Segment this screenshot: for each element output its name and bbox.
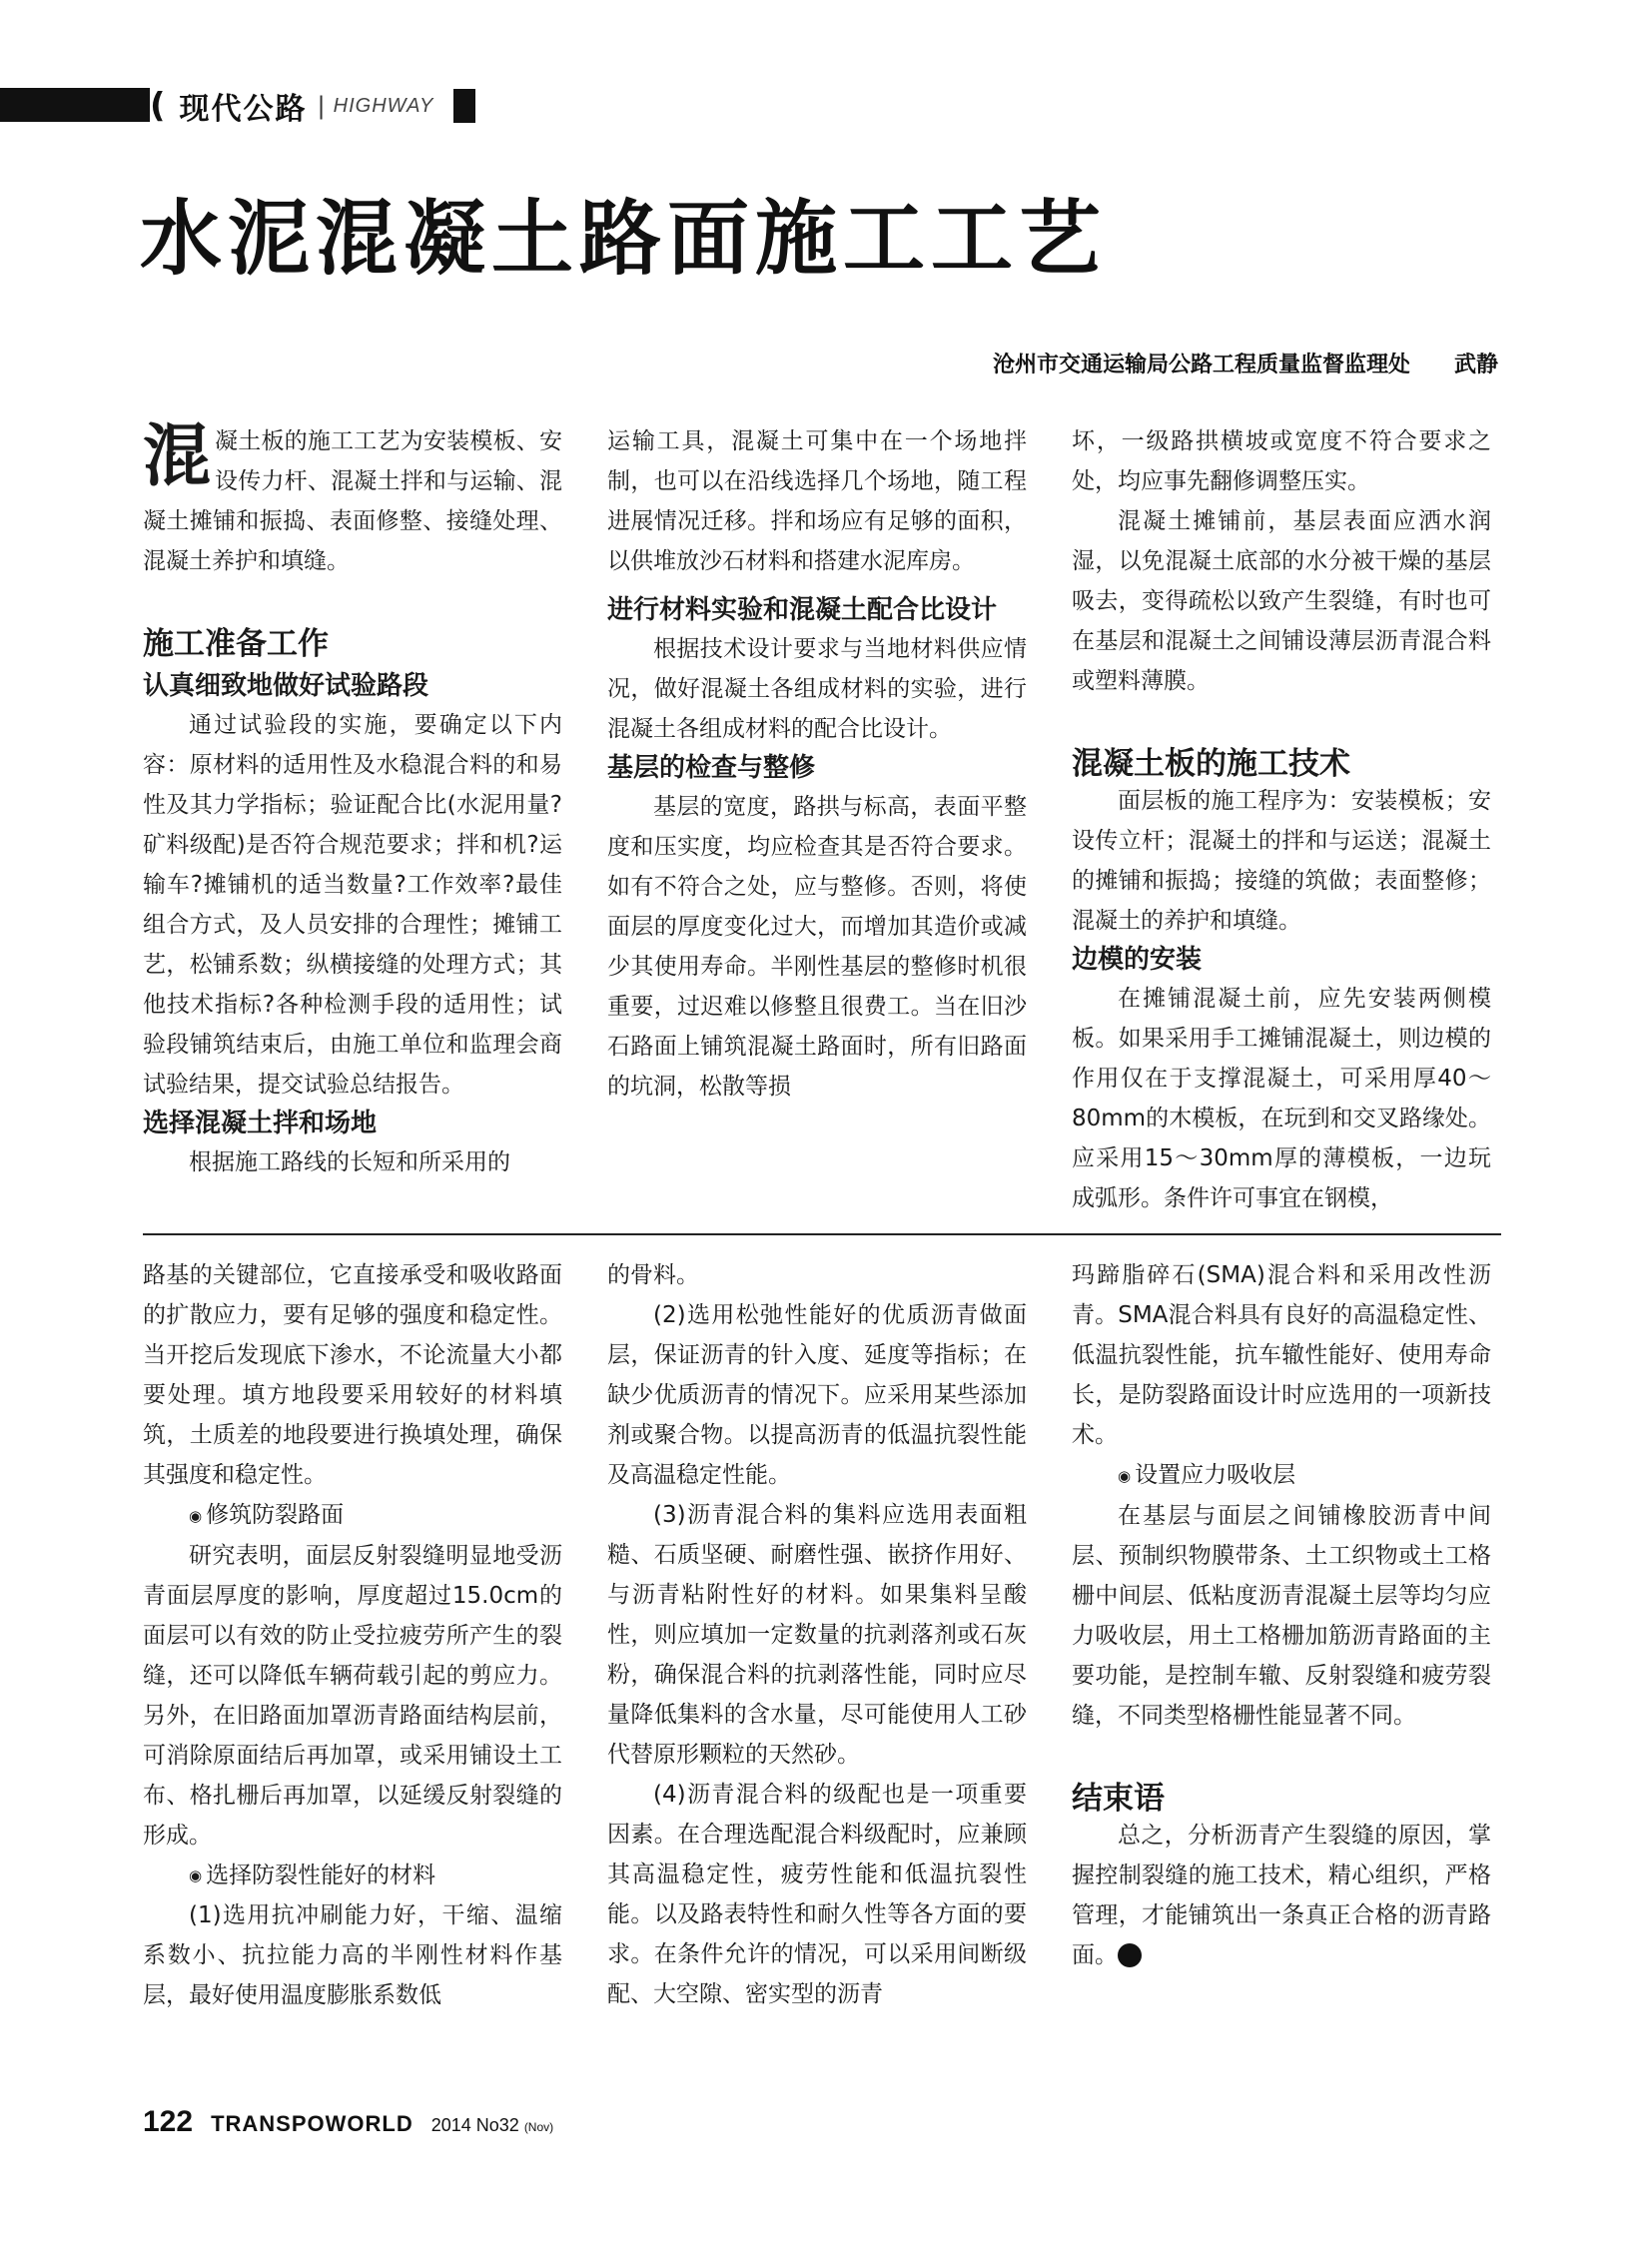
byline — [993, 348, 1498, 378]
paragraph-item-4: (4)沥青混合料的级配也是一项重要因素。在合理选配混合料级配时，应兼顾其高温稳定性，疲劳性能和低温抗裂性能。以及路表特性和耐久性等各方面的要求。在条件允许的情况，可以采用间断级配、大空隙、密实型的沥青 — [607, 1782, 1027, 2007]
paragraph-conclusion — [1072, 1816, 1491, 1975]
bullet-crack-resistant-material: ◉ 选择防裂性能好的材料 — [143, 1856, 562, 1896]
journal-name-en: HIGHWAY — [333, 94, 434, 117]
bottom-column-3 — [1072, 1255, 1491, 1975]
paragraph-site: 根据施工路线的长短和所采用的 — [189, 1149, 510, 1175]
conclusion-text: 总之，分析沥青产生裂缝的原因，掌握控制裂缝的施工技术，精心组织，严格管理，才能铺筑出一条真正合格的沥青路面。 — [1072, 1822, 1491, 1968]
paragraph-item-3: (3)沥青混合料的集料应选用表面粗糙、石质坚硬、耐磨性强、嵌挤作用好、与沥青粘附性好的材料。如果集料呈酸性，则应填加一定数量的抗剥落剂或石灰粉，确保混合料的抗剥落性能，同时应尽量降低集料的含水量，尽可能使用人工砂代替原形颗粒的天然砂。 — [607, 1502, 1027, 1768]
top-column-3 — [1072, 421, 1491, 1218]
author-affiliation: 沧州市交通运输局公路工程质量监督监理处 — [992, 353, 1410, 377]
header-bracket-icon: ( — [150, 86, 166, 126]
top-column-2 — [607, 421, 1027, 1107]
header-black-bar — [0, 88, 150, 122]
author-name: 武静 — [1453, 353, 1498, 377]
header-end-block — [453, 89, 475, 123]
paragraph-study: 研究表明，面层反射裂缝明显地受沥青面层厚度的影响，厚度超过15.0cm的面层可以有效的防止受拉疲劳所产生的裂缝，还可以降低车辆荷载引起的剪应力。另外，在旧路面加罩沥青路面结构层前，可消除原面结后再加罩，或采用铺设土工布、格扎栅后再加罩，以延缓反射裂缝的形成。 — [143, 1542, 562, 1849]
drop-cap: 混 — [143, 417, 212, 496]
paragraph-item-2: (2)选用松弛性能好的优质沥青做面层，保证沥青的针入度、延度等指标；在缺少优质沥青的情况下。应采用某些添加剂或聚合物。以提高沥青的低温抗裂性能及高温稳定性能。 — [607, 1302, 1027, 1488]
bullet-stress-layer: ◉ 设置应力吸收层 — [1072, 1455, 1491, 1496]
page-footer — [143, 2105, 553, 2139]
journal-header — [150, 84, 475, 128]
intro-paragraph — [143, 417, 562, 581]
header-separator: | — [317, 92, 326, 120]
footer-issue — [431, 2115, 553, 2136]
subheading-base: 基层的检查与整修 — [607, 753, 816, 783]
bottom-column-2 — [607, 1255, 1027, 2014]
end-mark-icon: T — [1118, 1943, 1142, 1967]
paragraph-subgrade: 路基的关键部位，它直接承受和吸收路面的扩散应力，要有足够的强度和稳定性。当开挖后发现底下渗水，不论流量大小都要处理。填方地段要采用较好的材料填筑，土质差的地段要进行换填处理，确保其强度和稳定性。 — [143, 1262, 562, 1488]
section-heading-tech: 混凝土板的施工技术 — [1072, 746, 1350, 782]
journal-name-cn: 现代公路 — [179, 92, 308, 127]
paragraph-wetting: 混凝土摊铺前，基层表面应洒水润湿，以免混凝土底部的水分被干燥的基层吸去，变得疏松以致产生裂缝，有时也可在基层和混凝土之间铺设薄层沥青混合料或塑料薄膜。 — [1072, 508, 1491, 694]
footer-brand: TRANSPOWORLD — [211, 2111, 413, 2136]
intro-text: 凝土板的施工工艺为安装模板、安设传力杆、混凝土拌和与运输、混凝土摊铺和振捣、表面修整、接缝处理、混凝土养护和填缝。 — [143, 428, 562, 574]
paragraph-material: 根据技术设计要求与当地材料供应情况，做好混凝土各组成材料的实验，进行混凝土各组成材料的配合比设计。 — [607, 636, 1027, 742]
issue-number: 2014 No32 — [430, 2115, 519, 2135]
section-divider — [143, 1233, 1501, 1235]
subheading-material: 进行材料实验和混凝土配合比设计 — [607, 595, 998, 625]
subheading-formwork: 边模的安装 — [1072, 945, 1203, 975]
page-number: 122 — [143, 2105, 194, 2138]
paragraph-transport: 运输工具，混凝土可集中在一个场地拌制，也可以在沿线选择几个场地，随工程进展情况迁移。拌和场应有足够的面积，以供堆放沙石材料和搭建水泥库房。 — [607, 428, 1027, 574]
subheading-trial: 认真细致地做好试验路段 — [143, 671, 429, 701]
top-column-1 — [143, 417, 562, 1182]
paragraph-item-1: (1)选用抗冲刷能力好，干缩、温缩系数小、抗拉能力高的半刚性材料作基层，最好使用温度膨胀系数低 — [143, 1902, 562, 2008]
paragraph-stress-layer: 在基层与面层之间铺橡胶沥青中间层、预制织物膜带条、土工织物或土工格栅中间层、低粘度沥青混凝土层等均匀应力吸收层，用土工格栅加筋沥青路面的主要功能，是控制车辙、反射裂缝和疲劳裂缝，不同类型格栅性能显著不同。 — [1072, 1502, 1491, 1729]
section-heading-conclusion: 结束语 — [1072, 1780, 1165, 1817]
paragraph-formwork: 在摊铺混凝土前，应先安装两侧模板。如果采用手工摊铺混凝土，则边模的作用仅在于支撑混凝土，可采用厚40～80mm的木模板，在玩到和交叉路缘处。应采用15～30mm厚的薄模板，一边玩成弧形。条件许可事宜在钢模， — [1072, 986, 1491, 1211]
issue-month: (Nov) — [523, 2120, 554, 2134]
paragraph-repair: 坏，一级路拱横坡或宽度不符合要求之处，均应事先翻修调整压实。 — [1072, 428, 1491, 494]
paragraph-sma: 玛蹄脂碎石(SMA)混合料和采用改性沥青。SMA混合料具有良好的高温稳定性、低温抗裂性能，抗车辙性能好、使用寿命长，是防裂路面设计时应选用的一项新技术。 — [1072, 1262, 1491, 1448]
article-title: 水泥混凝土路面施工工艺 — [140, 192, 1108, 287]
bottom-column-1 — [143, 1255, 562, 2015]
paragraph-trial: 通过试验段的实施，要确定以下内容：原材料的适用性及水稳混合料的和易性及其力学指标；验证配合比(水泥用量?矿料级配)是否符合规范要求；拌和机?运输车?摊铺机的适当数量?工作效率?最佳组合方式，及人员安排的合理性；摊铺工艺，松铺系数；纵横接缝的处理方式；其他技术指标?各种检测手段的适用性；试验段铺筑结束后，由施工单位和监理会商试验结果，提交试验总结报告。 — [143, 712, 562, 1098]
paragraph-base: 基层的宽度，路拱与标高，表面平整度和压实度，均应检查其是否符合要求。如有不符合之处，应与整修。否则，将使面层的厚度变化过大，而增加其造价或减少其使用寿命。半刚性基层的整修时机很重要，过迟难以修整且很费工。当在旧沙石路面上铺筑混凝土路面时，所有旧路面的坑洞，松散等损 — [607, 794, 1027, 1100]
subheading-site: 选择混凝土拌和场地 — [143, 1109, 378, 1138]
paragraph-aggregate: 的骨料。 — [607, 1262, 699, 1288]
bullet-crack-resistant-road: ◉ 修筑防裂路面 — [143, 1495, 562, 1536]
section-heading-prep: 施工准备工作 — [143, 626, 329, 662]
paragraph-tech: 面层板的施工程序为：安装模板；安设传立杆；混凝土的拌和与运送；混凝土的摊铺和振捣；接缝的筑做；表面整修；混凝土的养护和填缝。 — [1072, 788, 1491, 934]
